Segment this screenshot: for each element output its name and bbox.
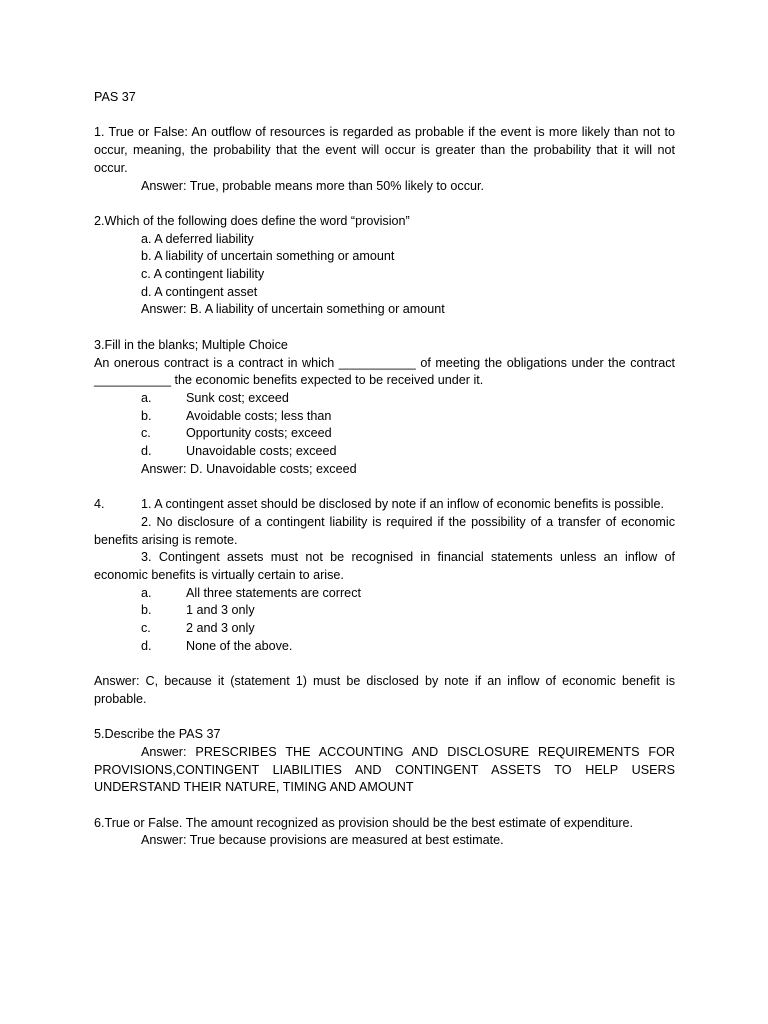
question-3-text: An onerous contract is a contract in which ___________ of meeting the obligations under the contract ___________ the economic benefits expected to be received under it. xyxy=(94,355,675,388)
question-6-text: 6.True or False. The amount recognized as provision should be the best estimate of expenditure. xyxy=(94,815,634,830)
option-text: Unavoidable costs; exceed xyxy=(186,444,337,459)
question-5-text: 5.Describe the PAS 37 xyxy=(94,727,221,742)
question-4-statement-1 xyxy=(94,496,675,514)
question-3-option-b xyxy=(94,408,675,426)
question-2-option-a: a. A deferred liability xyxy=(141,231,254,246)
question-3-heading: 3.Fill in the blanks; Multiple Choice xyxy=(94,337,288,352)
question-4-option-d xyxy=(94,638,675,656)
option-letter: a. xyxy=(141,585,152,600)
question-6-answer: Answer: True because provisions are measured at best estimate. xyxy=(141,833,504,848)
option-letter: d. xyxy=(141,638,152,653)
question-1-text: 1. True or False: An outflow of resources is regarded as probable if the event is more likely than not to occur, meaning, the probability that the event will occur is greater than the probability that it will not occur. xyxy=(94,125,675,175)
option-letter: b. xyxy=(141,408,152,423)
option-letter: b. xyxy=(141,603,152,618)
question-4-statement-2: 2. No disclosure of a contingent liability is required if the possibility of a transfer of economic benefits arising is remote. xyxy=(94,514,675,547)
question-4-option-a xyxy=(94,585,675,603)
question-2-answer: Answer: B. A liability of uncertain something or amount xyxy=(141,302,445,317)
question-5-answer: Answer: PRESCRIBES THE ACCOUNTING AND DISCLOSURE REQUIREMENTS FOR PROVISIONS,CONTINGENT LIABILITIES AND CONTINGENT ASSETS TO HELP USERS UNDERSTAND THEIR NATURE, TIMING AND AMOUNT xyxy=(94,744,675,795)
question-4-answer: Answer: C, because it (statement 1) must be disclosed by note if an inflow of economic benefit is probable. xyxy=(94,674,675,706)
option-letter: c. xyxy=(141,426,151,441)
option-text: None of the above. xyxy=(186,638,293,653)
question-6 xyxy=(94,815,675,850)
question-4-statement-3: 3. Contingent assets must not be recognised in financial statements unless an inflow of economic benefits is virtually certain to arise. xyxy=(94,550,675,582)
question-3-option-c xyxy=(94,425,675,443)
question-4 xyxy=(94,496,675,655)
option-text: All three statements are correct xyxy=(186,585,361,600)
question-3-option-a xyxy=(94,390,675,408)
option-letter: c. xyxy=(141,621,151,636)
question-2-text: 2.Which of the following does define the word “provision” xyxy=(94,213,410,228)
question-5 xyxy=(94,726,675,797)
option-text: Opportunity costs; exceed xyxy=(186,426,332,441)
question-2-option-d: d. A contingent asset xyxy=(141,284,258,299)
question-4-number: 4. xyxy=(94,497,105,512)
question-3 xyxy=(94,337,675,479)
question-2-option-b: b. A liability of uncertain something or amount xyxy=(141,249,395,264)
document-content xyxy=(94,89,675,850)
question-2-option-c: c. A contingent liability xyxy=(141,267,265,281)
option-text: Sunk cost; exceed xyxy=(186,390,289,405)
option-letter: d. xyxy=(141,444,152,459)
question-3-option-d xyxy=(94,443,675,461)
document-title: PAS 37 xyxy=(94,90,136,104)
question-4-option-c xyxy=(94,620,675,638)
question-1 xyxy=(94,124,675,195)
option-text: 1 and 3 only xyxy=(186,603,255,618)
question-2 xyxy=(94,213,675,319)
option-text: Avoidable costs; less than xyxy=(186,408,332,423)
statement-1-text: 1. A contingent asset should be disclosed by note if an inflow of economic benefits is possible. xyxy=(141,497,664,512)
question-1-answer: Answer: True, probable means more than 50% likely to occur. xyxy=(141,178,485,193)
option-text: 2 and 3 only xyxy=(186,621,255,636)
option-letter: a. xyxy=(141,390,152,405)
question-3-answer: Answer: D. Unavoidable costs; exceed xyxy=(141,461,357,476)
question-4-option-b xyxy=(94,602,675,620)
